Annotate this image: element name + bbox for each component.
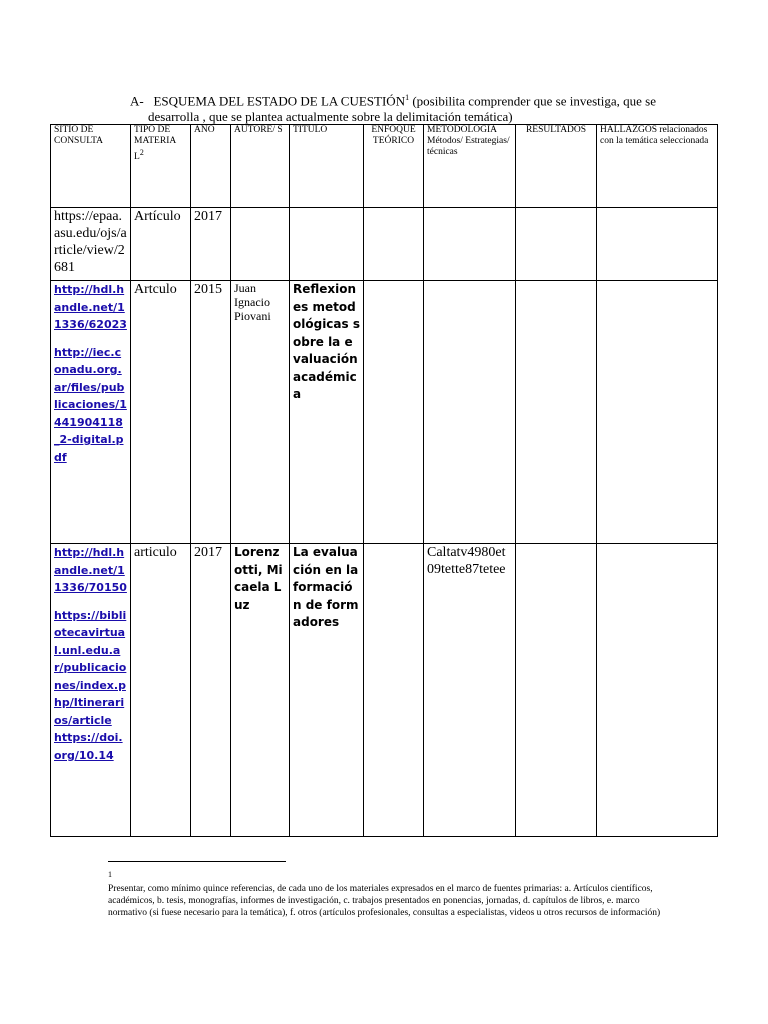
cell-site (51, 544, 131, 837)
document-heading (130, 90, 690, 125)
site-link[interactable]: http://iec.conadu.org.ar/files/publicaciones/1441904118_2-digital.pdf (54, 345, 127, 464)
heading-footnote-ref[interactable]: 1 (405, 93, 410, 102)
cell-results (516, 208, 597, 281)
cell-title (290, 208, 364, 281)
site-link[interactable]: https://doi.org/10.14 (54, 731, 123, 762)
cell-focus (364, 281, 424, 544)
col-header-focus: ENFOQUE TEÓRICO (364, 125, 424, 208)
cell-focus (364, 544, 424, 837)
cell-results (516, 544, 597, 837)
table-row (51, 281, 718, 544)
footnote-divider (108, 861, 286, 862)
col-header-site: SITIO DE CONSULTA (51, 125, 131, 208)
heading-title: ESQUEMA DEL ESTADO DE LA CUESTIÓN (153, 93, 406, 109)
col-header-title: TITULO (290, 125, 364, 208)
table-header-row (51, 125, 718, 208)
col-header-type: TIPO DE MATERIA $L^2$ (131, 125, 191, 208)
cell-focus (364, 208, 424, 281)
table-row (51, 208, 718, 281)
cell-method: Caltatv4980et09tette87tetee (424, 544, 516, 837)
col-header-type-footnote-ref[interactable]: 2 (139, 148, 144, 157)
cell-title: La evaluación en la formación de formadores (290, 544, 364, 837)
cell-type: Artículo (131, 208, 191, 281)
col-header-method: METODOLOGIA Métodos/ Estrategias/ técnicas (424, 125, 516, 208)
cell-findings (597, 544, 718, 837)
cell-type: Artculo (131, 281, 191, 544)
table-row (51, 544, 718, 837)
cell-title: Reflexiones metodológicas sobre la evaluación académica (290, 281, 364, 544)
cell-findings (597, 208, 718, 281)
heading-description: (posibilita comprender que se investiga, que se (409, 93, 657, 109)
site-link[interactable]: http://hdl.handle.net/11336/70150 (54, 546, 127, 594)
state-of-question-table (50, 124, 718, 837)
col-header-findings: HALLAZGOS relacionados con la temática seleccionada (597, 125, 718, 208)
col-header-authors: AUTORE/ S (231, 125, 290, 208)
cell-year: 2015 (191, 281, 231, 544)
cell-findings (597, 281, 718, 544)
cell-type: articulo (131, 544, 191, 837)
cell-site (51, 281, 131, 544)
cell-authors: Juan Ignacio Piovani (231, 281, 290, 544)
col-header-results: RESULTADOS (516, 125, 597, 208)
cell-year: 2017 (191, 208, 231, 281)
col-header-year: AÑO (191, 125, 231, 208)
site-link[interactable]: https://bibliotecavirtual.unl.edu.ar/publicaciones/index.php/Itinerarios/article (54, 608, 127, 727)
cell-method (424, 281, 516, 544)
cell-year: 2017 (191, 544, 231, 837)
cell-site: https://epaa.asu.edu/ojs/article/view/2681 (51, 208, 131, 281)
cell-authors: Lorenzotti, Micaela Luz (231, 544, 290, 837)
heading-line-2: desarrolla , que se plantea actualmente sobre la delimitación temática) (148, 109, 513, 125)
cell-method (424, 208, 516, 281)
cell-results (516, 281, 597, 544)
footnote-number: 1 (108, 870, 112, 879)
site-link[interactable]: http://hdl.handle.net/11336/62023 (54, 283, 127, 331)
footnote-text: Presentar, como mínimo quince referencias, de cada uno de los materiales expresados en el marco de fuentes primarias: a. Artículos científicos, académicos, b. tesis, monografías, informes de investigación, c. trabajos presentados en ponencias, jornadas, d. capítulos de libros, e. marco normativo (si fuese necesario para la temática), f. otros (artículos profesionales, consultas a especialistas, videos u otros recursos de información) (108, 884, 661, 918)
cell-authors (231, 208, 290, 281)
heading-prefix: A- (130, 93, 144, 109)
